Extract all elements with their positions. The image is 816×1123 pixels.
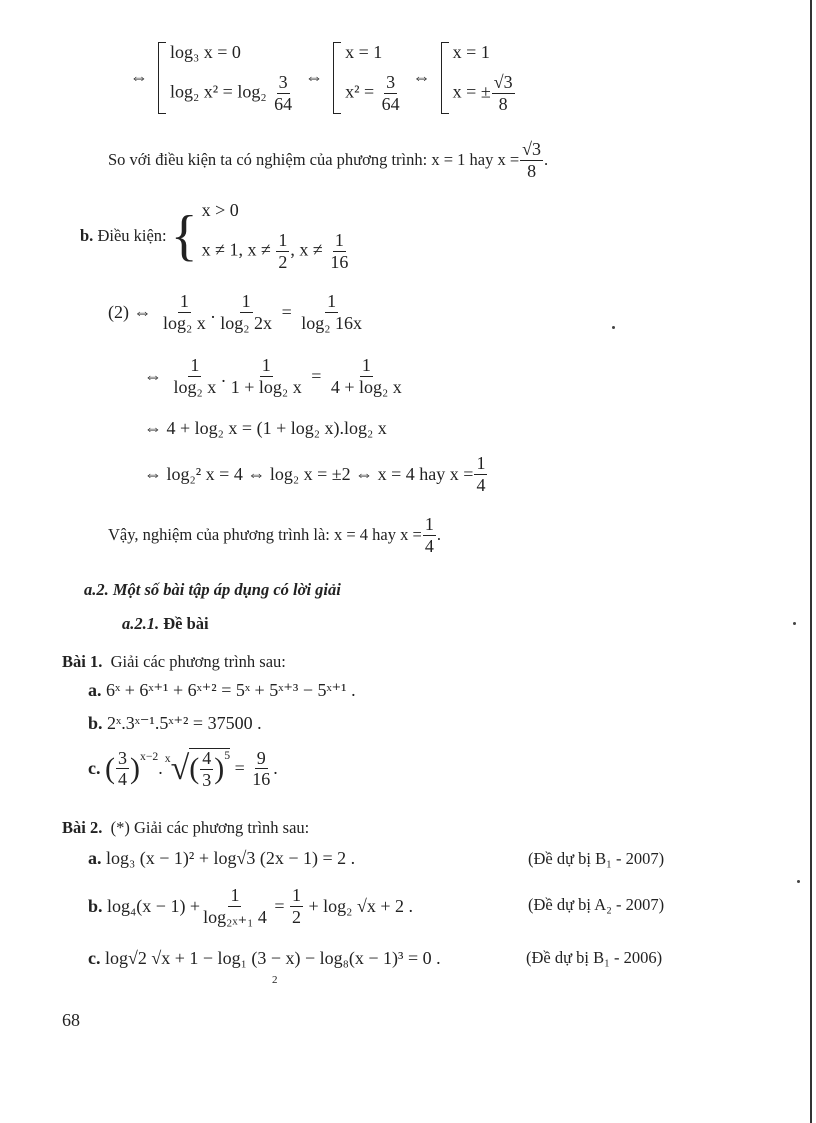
- exercise-1a: a. 6ˣ + 6ˣ⁺¹ + 6ˣ⁺² = 5ˣ + 5ˣ⁺³ − 5ˣ⁺¹ .: [88, 680, 356, 700]
- system-3-row-2: x = ± $\frac{√3}{8}$: [452, 72, 513, 114]
- exercise-2a: a. log₃ (x − 1)² + log√3 (2x − 1) = 2 .: [88, 848, 356, 868]
- system-2-row-1: x = 1: [345, 42, 383, 62]
- section-heading-a21: a.2.1. Đề bài: [122, 614, 209, 633]
- scan-speck: [797, 880, 800, 883]
- page-right-edge: [810, 0, 812, 1123]
- step-4: ⇔ log₂² x = 4 ⇔ log₂ x = ±2 ⇔ x = 4 hay x = $\frac{1}{4}$: [144, 453, 486, 495]
- system-2-row-2: x² = $\frac{3}{64}$: [345, 72, 400, 114]
- system-3-row-1: x = 1: [452, 42, 490, 62]
- exercise-1c: c. ( $\frac{3}{4}$ ) $^{x-2}$ . $^x$ √ ( $\frac{4}{3}$ ) $^5$ = $\frac{9}{16}$ .: [88, 747, 278, 790]
- page-number: 68: [62, 1010, 80, 1030]
- step-1: (2) ⇔ $\frac{1}{\text{log₂ x}}$ . $\frac{1}{\text{log₂ 2x}}$ = $\frac{1}{\text{log₂ 16x}}$: [108, 291, 362, 333]
- exercise-2a-source: (Đề dự bị B₁ - 2007): [528, 849, 665, 868]
- exercise-2c-source: (Đề dự bị B₁ - 2006): [526, 948, 663, 967]
- solution-statement-b: Vậy, nghiệm của phương trình là: x = 4 hay x = $\frac{1}{4}$ .: [108, 514, 441, 556]
- system-1: [158, 42, 295, 114]
- exercise-1b: b. 2ˣ.3ˣ⁻¹.5ˣ⁺² = 37500 .: [88, 713, 262, 733]
- condition-system: { x > 0 x ≠ 1, x ≠ $\frac{1}{2}$ , x ≠ $\frac{1}{16}$: [170, 200, 349, 272]
- exercise-1-title: Bài 1. Giải các phương trình sau:: [62, 652, 286, 671]
- exercise-2c-log-base: 2: [272, 974, 278, 986]
- exercise-2b-source: (Đề dự bị A₂ - 2007): [528, 895, 665, 914]
- step-2: ⇔ $\frac{1}{\text{log₂ x}}$ . $\frac{1}{\text{1 + log₂ x}}$ = $\frac{1}{\text{4 + log₂ x}}$: [144, 355, 402, 397]
- part-b-condition: b. Điều kiện: { x > 0 x ≠ 1, x ≠ $\frac{1}{2}$ , x ≠ $\frac{1}{16}$: [80, 200, 351, 272]
- system-1-row-1: log₃ x = 0: [170, 42, 241, 62]
- equivalence-line-1: ⇔ log₃ x = 0 log₂ x² = log₂ $\frac{3}{64}$ ⇔ x = 1 x² = $\frac{3}{64}$ ⇔ x = 1 x = ± $\frac{√3}{8}$: [120, 42, 516, 114]
- exercise-2b: b. log₄(x − 1) + $\frac{1}{\text{log₂ₓ₊₁ 4}}$ = $\frac{1}{2}$ + log₂ √x + 2 .: [88, 885, 413, 927]
- exercise-2c: c. log√2 √x + 1 − log₁ (3 − x) − log₈(x − 1)³ = 0 .: [88, 948, 441, 968]
- solution-statement-a: So với điều kiện ta có nghiệm của phương trình: x = 1 hay x = $\frac{√3}{8}$ .: [108, 139, 549, 181]
- section-heading-a2: a.2. Một số bài tập áp dụng có lời giải: [84, 580, 341, 599]
- exercise-2-title: Bài 2. (*) Giải các phương trình sau:: [62, 818, 310, 837]
- system-1-row-2: log₂ x² = log₂ $\frac{3}{64}$: [170, 72, 293, 114]
- scan-speck: [612, 326, 615, 329]
- scan-speck: [793, 622, 796, 625]
- step-3: ⇔ 4 + log₂ x = (1 + log₂ x).log₂ x: [144, 418, 387, 438]
- system-3: [441, 42, 516, 114]
- system-2: [333, 42, 403, 114]
